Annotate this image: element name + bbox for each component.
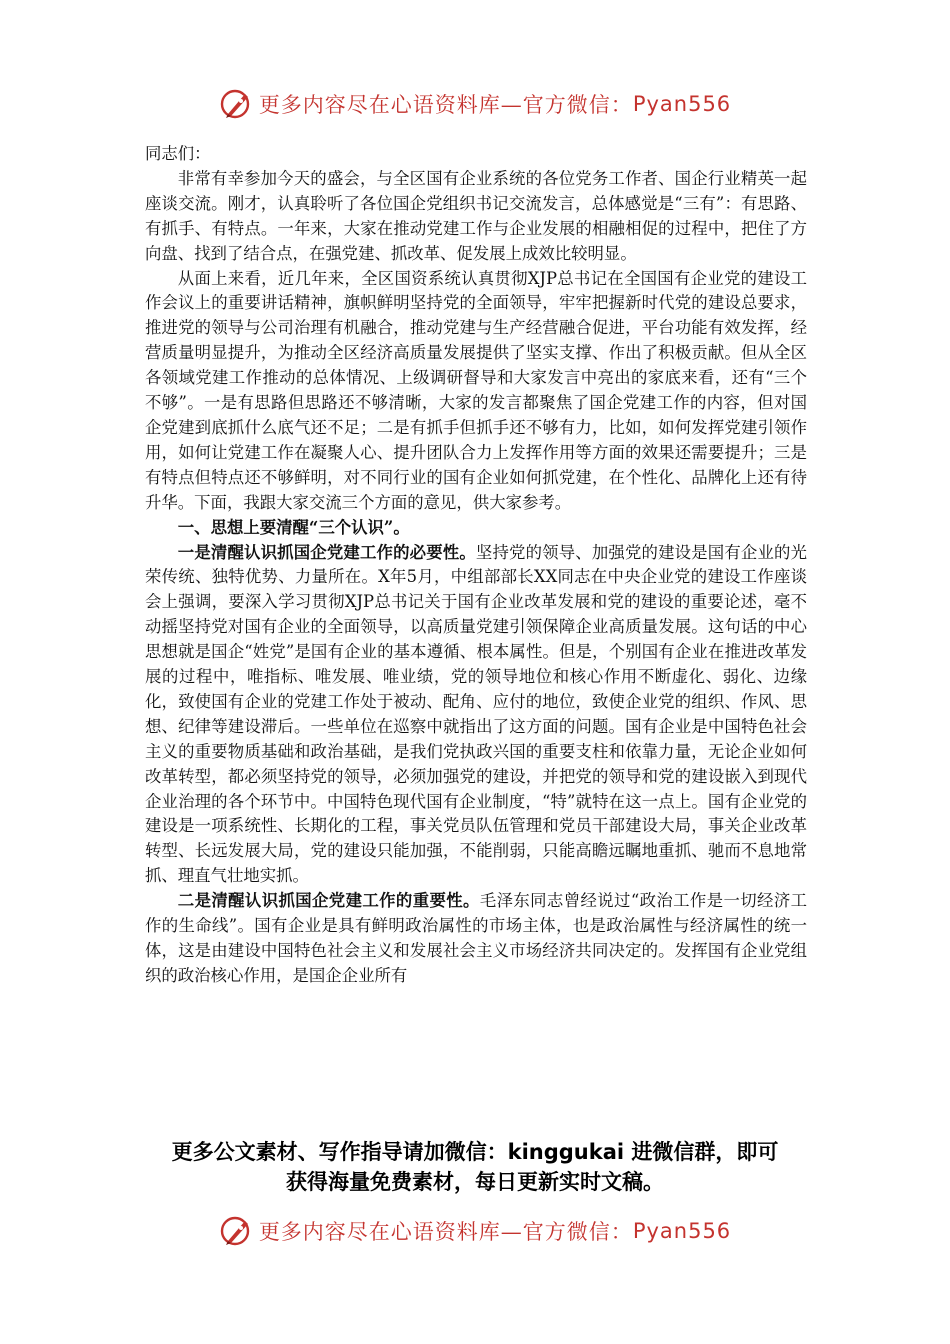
pen-logo-icon: [219, 1214, 253, 1248]
section-heading: 一、思想上要清醒“三个认识”。: [177, 517, 410, 537]
footer-watermark-text: 更多内容尽在心语资料库—官方微信：: [258, 1220, 633, 1244]
paragraph-overview: 从面上来看，近几年来，全区国资系统认真贯彻XJP总书记在全国国有企业党的建设工作会议上的重要讲话精神，旗帜鲜明坚持党的全面领导，牢牢把握新时代党的建设总要求，推进党的领导与公司治理有机融合，推动党建与生产经营融合促进，平台功能有效发挥，经营质量明显提升，为推动全区经济高质量发展提供了坚实支撑、作出了积极贡献。但从全区各领域党建工作推动的总体情况、上级调研督导和大家发言中亮出的家底来看，还有“三个不够”。一是有思路但思路还不够清晰，大家的发言都聚焦了国企党建工作的内容，但对国企党建到底抓什么底气还不足；二是有抓手但抓手还不够有力，比如，如何发挥党建引领作用，如何让党建工作在凝聚人心、提升团队合力上发挥作用等方面的效果还需要提升；三是有特点但特点还不够鲜明，对不同行业的国有企业如何抓党建，在个性化、品牌化上还有待升华。下面，我跟大家交流三个方面的意见，供大家参考。: [145, 268, 807, 512]
point-2-body: 毛泽东同志曾经说过“政治工作是一切经济工作的生命线”。国有企业是具有鲜明政治属性的市场主体，也是政治属性与经济属性的统一体，这是由建设中国特色社会主义和发展社会主义市场经济共同决定的。发挥国有企业党组织的政治核心作用，是国企企业所有: [145, 891, 807, 985]
point-1-body: 坚持党的领导、加强党的建设是国有企业的光荣传统、独特优势、力量所在。X年5月，中组部部长XX同志在中央企业党的建设工作座谈会上强调，要深入学习贯彻XJP总书记关于国有企业改革发展和党的建设的重要论述，毫不动摇坚持党对国有企业的全面领导，以高质量党建引领保障企业高质量发展。这句话的中心思想就是国企“姓党”是国有企业的基本遵循、根本属性。但是，个别国有企业在推进改革发展的过程中，唯指标、唯发展、唯业绩，党的领导地位和核心作用不断虚化、弱化、边缘化，致使国有企业的党建工作处于被动、配角、应付的地位，致使企业党的组织、作风、思想、纪律等建设滞后。一些单位在巡察中就指出了这方面的问题。国有企业是中国特色社会主义的重要物质基础和政治基础，是我们党执政兴国的重要支柱和依靠力量，无论企业如何改革转型，都必须坚持党的领导，必须加强党的建设，并把党的领导和党的建设嵌入到现代企业治理的各个环节中。中国特色现代国有企业制度，“特”就特在这一点上。国有企业党的建设是一项系统性、长期化的工程，事关党员队伍管理和党员干部建设大局，事关企业改革转型、长远发展大局，党的建设只能加强，不能削弱，只能高瞻远瞩地重抓、驰而不息地常抓、理直气壮地实抓。: [145, 542, 807, 886]
promo-line-2: 获得海量免费素材，每日更新实时文稿。: [286, 1170, 664, 1194]
paragraph-point-2: [145, 889, 807, 989]
point-2-lead: 二是清醒认识抓国企党建工作的重要性。: [177, 891, 480, 911]
document-body: [145, 142, 807, 989]
pen-logo-icon: [219, 87, 253, 121]
paragraph-point-1: [145, 541, 807, 890]
header-watermark-text: 更多内容尽在心语资料库—官方微信：: [258, 93, 633, 117]
point-1-lead: 一是清醒认识抓国企党建工作的必要性。: [177, 542, 476, 562]
footer-watermark-banner: [0, 1211, 950, 1251]
paragraph-opening: 非常有幸参加今天的盛会，与全区国有企业系统的各位党务工作者、国企行业精英一起座谈交流。刚才，认真聆听了各位国企党组织书记交流发言，总体感觉是“三有”：有思路、有抓手、有特点。一年来，大家在推动党建工作与企业发展的相融相促的过程中，把住了方向盘、找到了结合点，在强党建、抓改革、促发展上成效比较明显。: [145, 168, 807, 263]
header-watermark-banner: [0, 84, 950, 124]
salutation: 同志们：: [145, 144, 211, 163]
header-wechat-id: Pyan556: [632, 92, 732, 116]
promo-notice: [0, 1137, 950, 1197]
promo-line-1: 更多公文素材、写作指导请加微信：kinggukai 进微信群，即可: [171, 1140, 779, 1164]
footer-wechat-id: Pyan556: [632, 1219, 732, 1243]
